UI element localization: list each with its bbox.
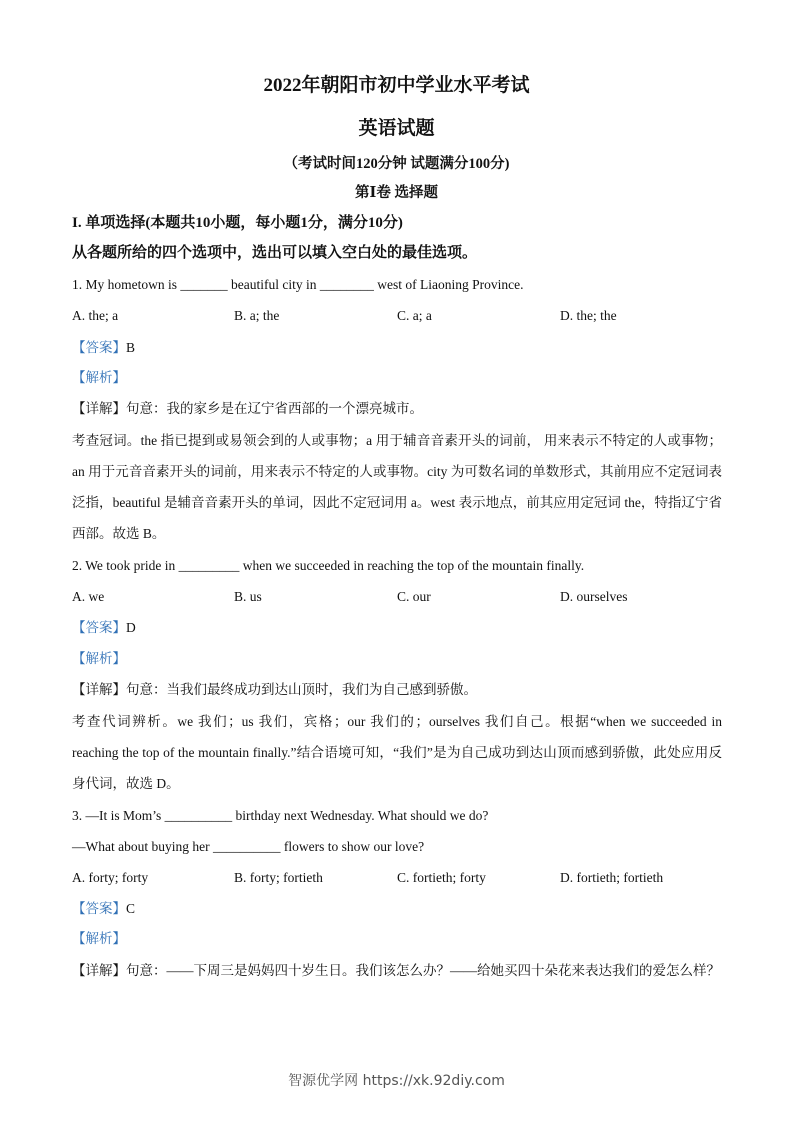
question-3-analysis-tag: 【解析】 [72,931,126,946]
question-3-option-d: D. fortieth; fortieth [560,870,664,885]
question-2-stem: 2. We took pride in _________ when we succeeded in reaching the top of the mountain finally. [72,558,585,573]
detail-text: 句意：当我们最终成功到达山顶时，我们为自己感到骄傲。 [126,682,477,697]
question-1-answer [72,338,135,358]
question-3-option-a: A. forty; forty [72,870,149,885]
question-2-analysis-tag: 【解析】 [72,651,126,666]
question-3-answer [72,899,135,919]
question-2-option-c: C. our [397,589,431,604]
question-1-explanation: 考查冠词。the 指已提到或易领会到的人或事物；a 用于辅音音素开头的词前， 用来表示不特定的人或事物；an 用于元音音素开头的词前，用来表示不特定的人或事物。city 为可数名词的单数形式，其前用应不定冠词表泛指，beautiful 是辅音音素开头的单词，因此不定冠词用 a。west 表示地点，前其应用定冠词 the，特指辽宁省西部。故选 B。 [72,433,722,541]
answer-tag: 【答案】 [72,901,126,916]
question-3-option-b: B. forty; fortieth [234,870,323,885]
section-heading: I. 单项选择(本题共10小题，每小题1分，满分10分) [72,215,403,231]
question-2-detail [72,680,477,700]
exam-subject: 英语试题 [358,118,435,139]
section-instruction: 从各题所给的四个选项中，选出可以填入空白处的最佳选项。 [72,245,478,261]
question-2-option-b: B. us [234,589,262,604]
question-1-option-d: D. the; the [560,308,617,323]
question-1-option-c: C. a; a [397,308,432,323]
question-3-detail [72,955,722,986]
question-3-stem-reply: —What about buying her __________ flowers to show our love? [72,839,425,854]
volume-heading: 第Ⅰ卷 选择题 [355,185,438,201]
detail-tag: 【详解】 [72,401,126,416]
answer-tag: 【答案】 [72,620,126,635]
question-3-option-c: C. fortieth; forty [397,870,486,885]
detail-text: 句意：——下周三是妈妈四十岁生日。我们该怎么办？——给她买四十朵花来表达我们的爱怎么样？ [126,963,720,978]
question-2-explanation: 考查代词辨析。we 我们；us 我们，宾格；our 我们的；ourselves 我们自己。根据“when we succeeded in reaching the top of the mountain finally.”结合语境可知，“我们”是为自己成功到达山顶而感到骄傲，此处应用反身代词，故选 D。 [72,714,722,791]
answer-tag: 【答案】 [72,340,126,355]
question-1-stem: 1. My hometown is _______ beautiful city in ________ west of Liaoning Province. [72,277,524,292]
detail-tag: 【详解】 [72,682,126,697]
answer-value: B [126,340,136,355]
question-1-option-b: B. a; the [234,308,280,323]
question-2-option-a: A. we [72,589,105,604]
question-1-option-a: A. the; a [72,308,119,323]
detail-tag: 【详解】 [72,963,126,978]
question-3-stem: 3. —It is Mom’s __________ birthday next Wednesday. What should we do? [72,808,489,823]
footer-watermark: 智源优学网 https://xk.92diy.com [288,1073,505,1089]
question-1-analysis-tag: 【解析】 [72,370,126,385]
exam-info: （考试时间120分钟 试题满分100分) [283,156,510,172]
exam-title: 2022年朝阳市初中学业水平考试 [263,75,530,96]
question-2-answer [72,618,136,638]
detail-text: 句意：我的家乡是在辽宁省西部的一个漂亮城市。 [126,401,423,416]
answer-value: D [126,620,136,635]
question-2-option-d: D. ourselves [560,589,628,604]
question-1-detail [72,399,423,419]
answer-value: C [126,901,136,916]
